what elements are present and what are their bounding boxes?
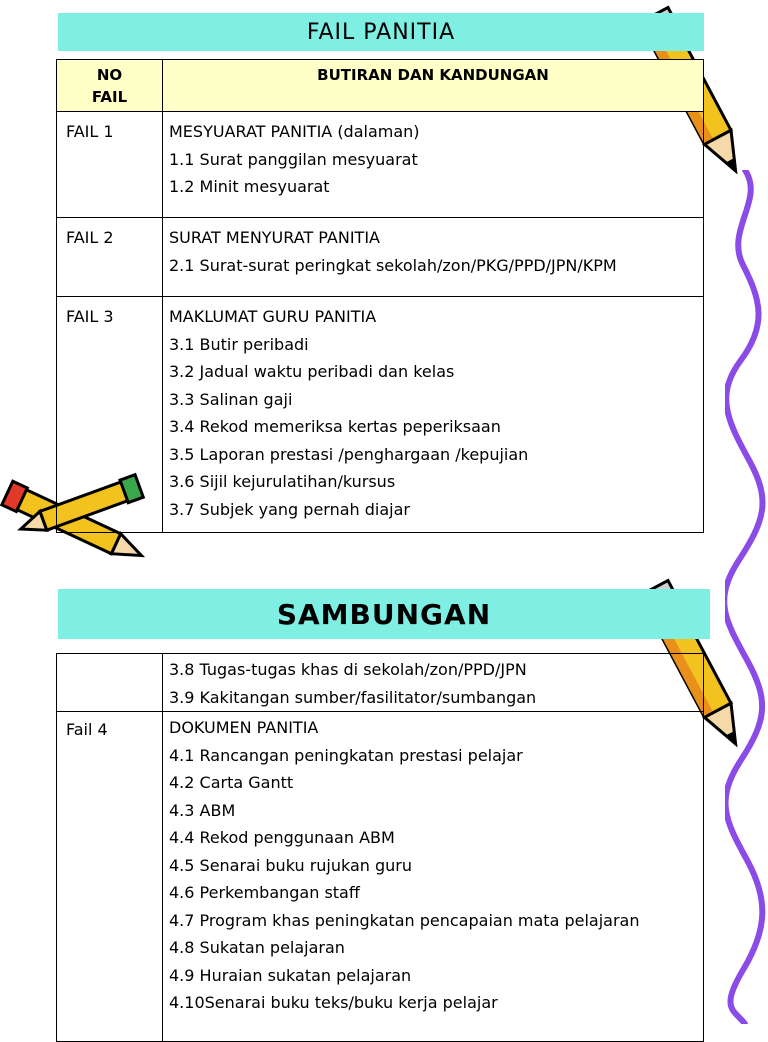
list-item: 4.3 ABM <box>169 800 236 820</box>
fail-number: FAIL 3 <box>66 307 114 326</box>
sambungan-title-banner <box>58 589 710 639</box>
list-item: 4.2 Carta Gantt <box>169 773 294 792</box>
section-title: SAMBUNGAN <box>276 597 492 631</box>
list-item: 4.4 Rekod penggunaan ABM <box>169 828 395 847</box>
list-item: 3.6 Sijil kejurulatihan/kursus <box>169 472 396 491</box>
fail-number <box>66 658 162 686</box>
header-butiran-label: BUTIRAN DAN KANDUNGAN <box>317 66 549 84</box>
header-fail-label: FAIL <box>91 88 128 106</box>
fail-number-cell <box>57 112 163 218</box>
list-item: MESYUARAT PANITIA (dalaman) <box>169 122 420 141</box>
fail-table <box>56 59 704 533</box>
fail-number: FAIL 1 <box>66 122 114 141</box>
fail-number: FAIL 2 <box>66 228 114 247</box>
list-item: 4.6 Perkembangan staff <box>169 883 360 902</box>
list-item: SURAT MENYURAT PANITIA <box>169 228 380 247</box>
list-item: 3.4 Rekod memeriksa kertas peperiksaan <box>169 417 501 436</box>
list-item: 3.8 Tugas-tugas khas di sekolah/zon/PPD/JPN <box>169 660 527 679</box>
fail-content-cell <box>163 112 704 218</box>
sambungan-table <box>56 653 704 1042</box>
list-item: 1.1 Surat panggilan mesyuarat <box>169 149 418 169</box>
fail-content-cell <box>163 218 704 297</box>
list-item: MAKLUMAT GURU PANITIA <box>169 307 377 326</box>
header-no-label: NO <box>96 66 123 84</box>
list-item: 3.9 Kakitangan sumber/fasilitator/sumbangan <box>169 687 537 707</box>
list-item: 3.7 Subjek yang pernah diajar <box>169 499 410 519</box>
fail-number-cell <box>57 218 163 297</box>
table-row <box>57 712 704 1042</box>
fail-number-cell <box>57 712 163 1042</box>
section-title-banner <box>58 13 704 51</box>
list-item: 4.7 Program khas peningkatan pencapaian mata pelajaran <box>169 910 640 930</box>
list-item: 3.1 Butir peribadi <box>169 334 309 354</box>
fail-content-cell <box>163 297 704 533</box>
table-row <box>57 654 704 712</box>
fail-number-cell <box>57 654 163 712</box>
table-header-row <box>57 60 704 112</box>
table-row <box>57 112 704 218</box>
header-cell-no-fail <box>57 60 163 112</box>
list-item: 4.10Senarai buku teks/buku kerja pelajar <box>169 993 498 1012</box>
page-title: FAIL PANITIA <box>306 19 456 45</box>
list-item: 4.9 Huraian sukatan pelajaran <box>169 965 412 985</box>
list-item: DOKUMEN PANITIA <box>169 718 319 737</box>
fail-number-cell <box>57 297 163 533</box>
list-item: 4.1 Rancangan peningkatan prestasi pelajar <box>169 745 523 765</box>
list-item: 1.2 Minit mesyuarat <box>169 177 330 196</box>
list-item: 4.8 Sukatan pelajaran <box>169 938 345 957</box>
fail-number: Fail 4 <box>66 720 108 739</box>
table-row <box>57 297 704 533</box>
table-row <box>57 218 704 297</box>
list-item: 3.5 Laporan prestasi /penghargaan /kepujian <box>169 444 529 464</box>
fail-content-cell <box>163 712 704 1042</box>
header-cell-butiran <box>163 60 704 112</box>
fail-content-cell <box>163 654 704 712</box>
list-item: 3.3 Salinan gaji <box>169 389 293 409</box>
list-item: 3.2 Jadual waktu peribadi dan kelas <box>169 362 455 381</box>
list-item: 4.5 Senarai buku rujukan guru <box>169 855 413 875</box>
list-item: 2.1 Surat-surat peringkat sekolah/zon/PKG/PPD/JPN/KPM <box>169 255 617 275</box>
